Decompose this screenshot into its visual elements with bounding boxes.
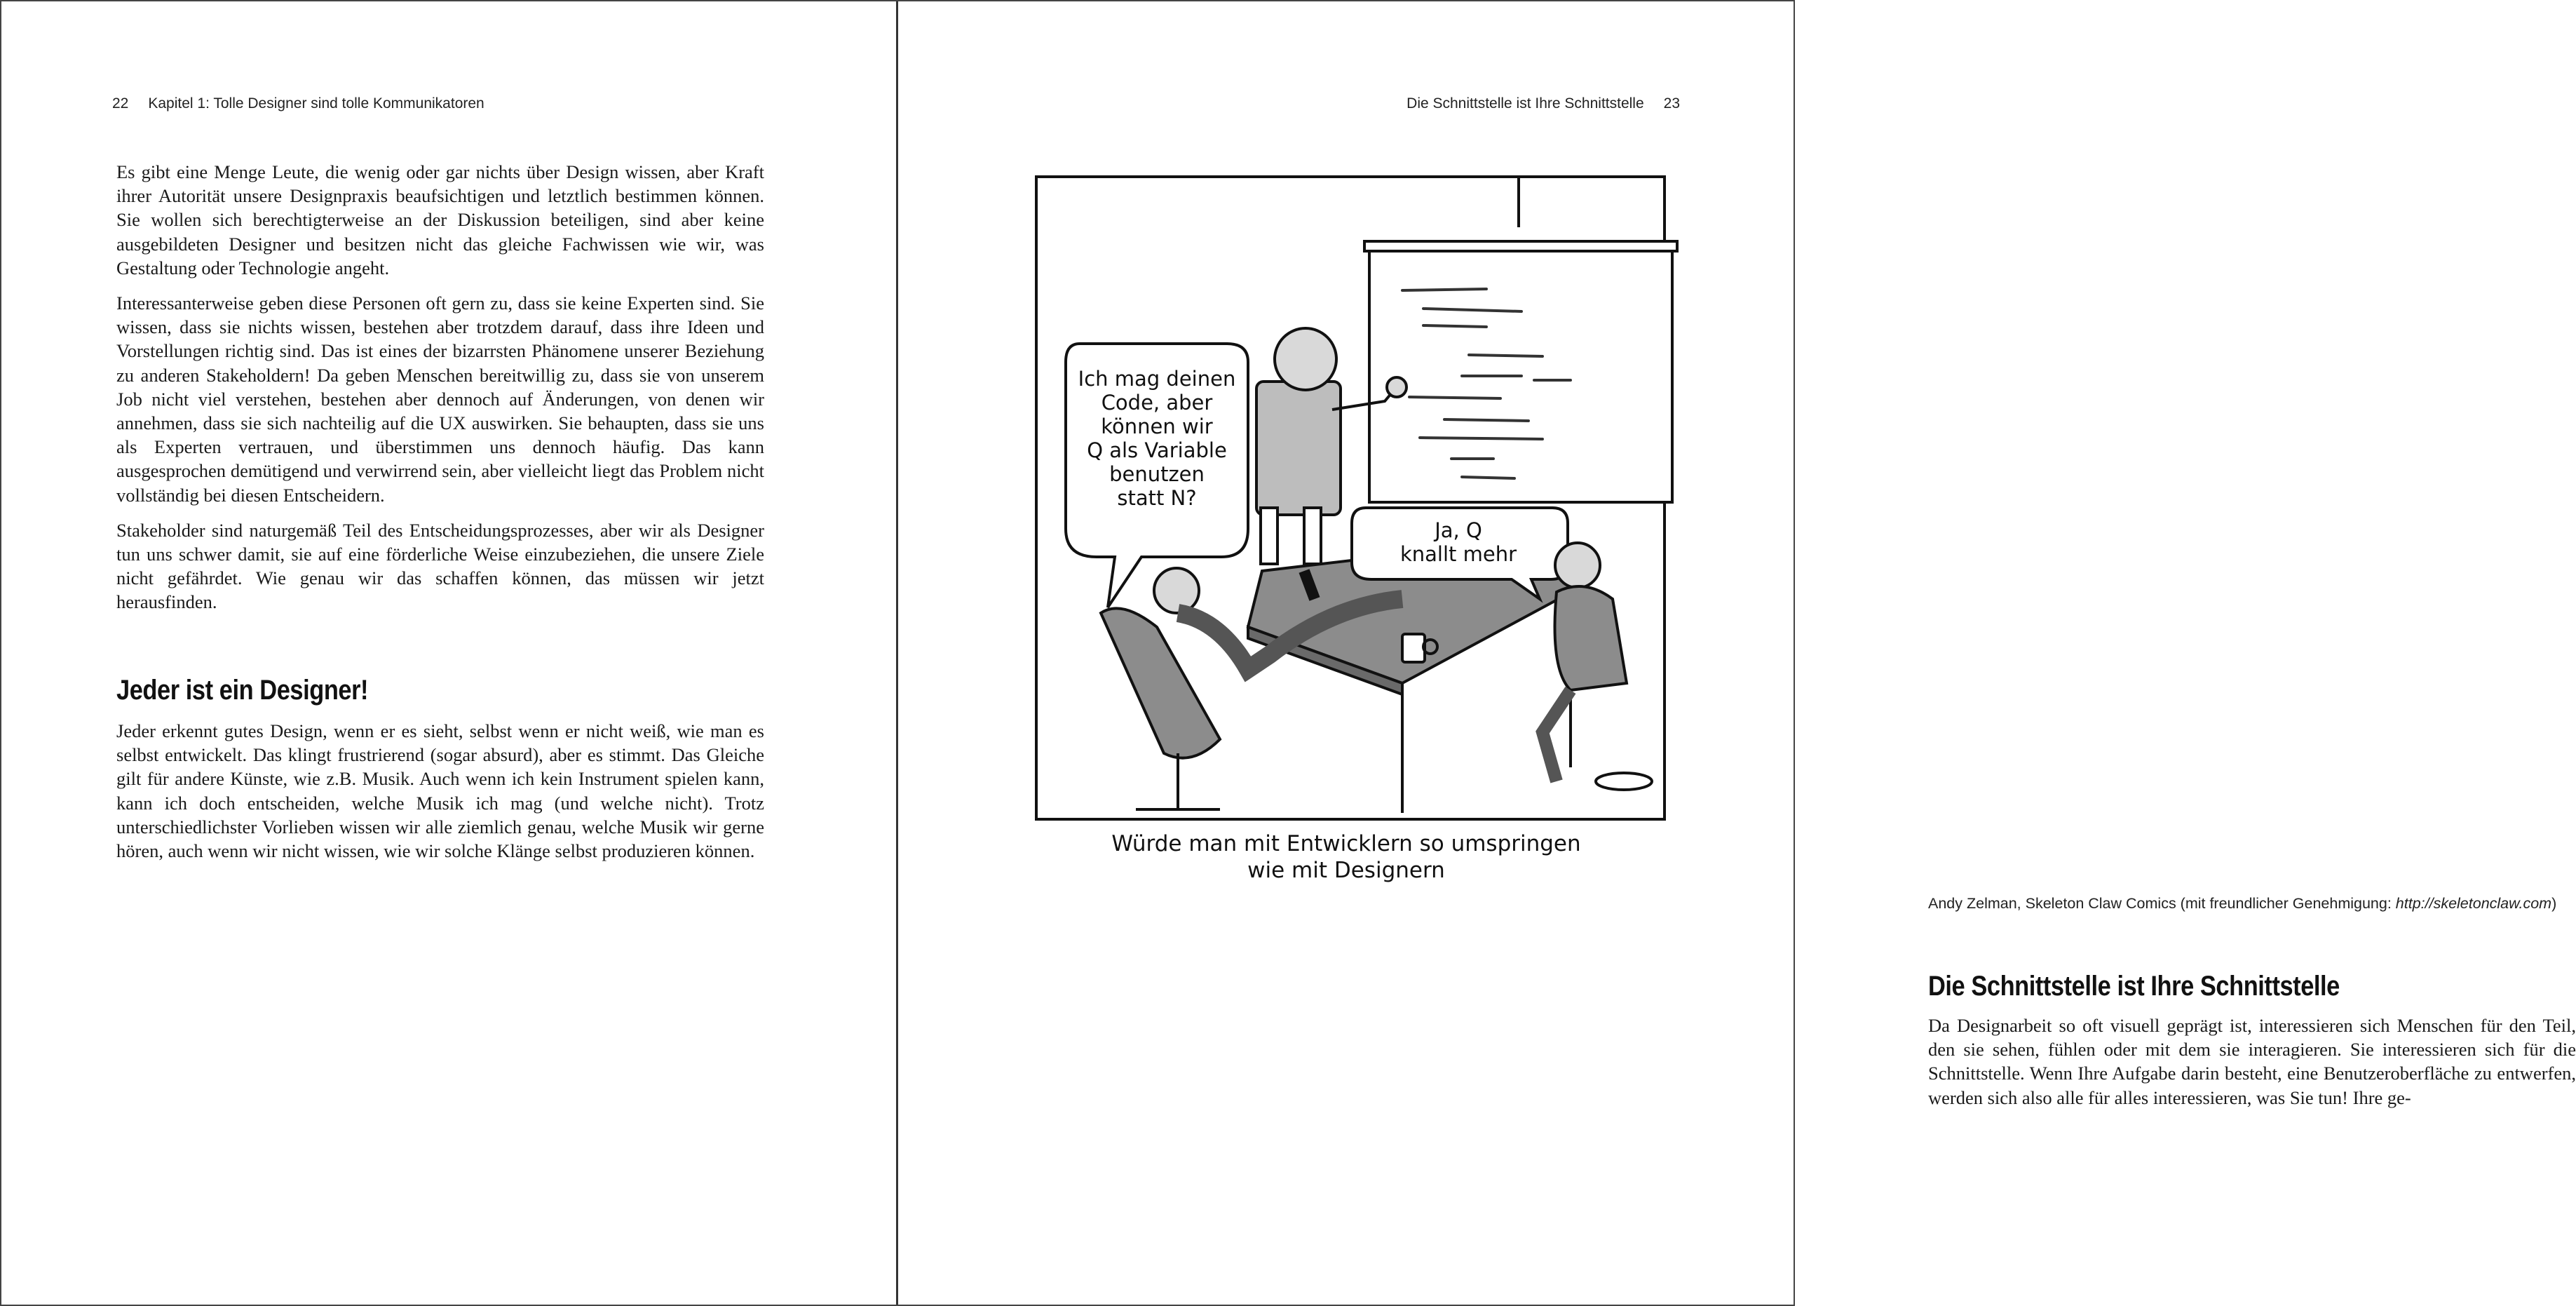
bubble-right-line: knallt mehr bbox=[1399, 542, 1517, 566]
left-page bbox=[0, 0, 897, 1306]
page-gutter-divider bbox=[896, 0, 898, 1306]
section-heading-left: Jeder ist ein Designer! bbox=[116, 675, 369, 706]
credit-url[interactable]: http://skeletonclaw.com bbox=[2395, 895, 2552, 912]
bubble-left-line: Q als Variable bbox=[1087, 438, 1227, 462]
comic-caption bbox=[897, 830, 1795, 884]
bubble-left-line: benutzen bbox=[1109, 462, 1205, 486]
credit-text: Andy Zelman, Skeleton Claw Comics (mit freundlicher Genehmigung: bbox=[1928, 895, 2396, 912]
reclining-stakeholder-icon bbox=[1101, 568, 1402, 809]
speech-bubble-left bbox=[1066, 344, 1248, 607]
running-head-left bbox=[112, 95, 484, 112]
left-section-text bbox=[116, 719, 764, 874]
bubble-left-line: Code, aber bbox=[1101, 391, 1213, 415]
bubble-left-line: können wir bbox=[1101, 415, 1213, 438]
left-body-text bbox=[116, 160, 764, 626]
comic-frame bbox=[1035, 175, 1666, 821]
bubble-left-line: statt N? bbox=[1117, 486, 1197, 510]
bubble-left-line: Ich mag deinen bbox=[1078, 367, 1236, 391]
page-number-right: 23 bbox=[1663, 95, 1680, 112]
right-page bbox=[897, 0, 2576, 1306]
running-head-right bbox=[1406, 95, 1680, 112]
image-credit bbox=[1928, 895, 2556, 913]
sitting-designer-icon bbox=[1543, 543, 1652, 790]
screen-roll bbox=[1364, 241, 1677, 251]
bubble-right-line: Ja, Q bbox=[1435, 518, 1482, 542]
chapter-title: Kapitel 1: Tolle Designer sind tolle Kommunikatoren bbox=[148, 95, 484, 112]
comic-caption-line: wie mit Designern bbox=[1247, 858, 1445, 883]
comic-drawing bbox=[1038, 178, 1669, 823]
comic-illustration bbox=[1035, 175, 1666, 821]
comic-caption-line: Würde man mit Entwicklern so umspringen bbox=[1111, 831, 1581, 856]
page-number-left: 22 bbox=[112, 95, 129, 112]
paragraph: Es gibt eine Menge Leute, die wenig oder gar nichts über Design wissen, aber Kraft ihrer Autorität unsere Designpraxis beaufsichtigen und letztlich bestimmen können. Sie wollen sich berechtigterweise an der Diskussion beteiligen, sind aber keine ausgebildeten Designer und besitzen nicht das gleiche Fachwissen wie wir, was Gestaltung oder Technologie angeht. bbox=[116, 161, 764, 278]
paragraph: Stakeholder sind naturgemäß Teil des Entscheidungsprozesses, aber wir als Designer tun uns schwer damit, sie auf eine förderliche Weise einzubeziehen, die unsere Ziele nicht gefährdet. Wie genau wir das schaffen können, das müssen wir jetzt herausfinden. bbox=[116, 519, 764, 613]
credit-close: ) bbox=[2551, 895, 2557, 912]
right-body-text bbox=[1928, 1014, 2576, 1121]
paragraph: Da Designarbeit so oft visuell geprägt ist, interessieren sich Menschen für den Teil, den sie sehen, fühlen oder mit dem sie interagieren. Sie interessieren sich für die Schnittstelle. Wenn Ihre Aufgabe darin besteht, eine Benutzeroberfläche zu entwerfen, werden sich also alle für alles interessieren, was Sie tun! Ihre ge- bbox=[1928, 1015, 2576, 1108]
projector-screen-icon bbox=[1369, 245, 1672, 502]
paragraph: Interessanterweise geben diese Personen oft gern zu, dass sie keine Experten sind. Sie wissen, dass sie nichts wissen, bestehen aber trotzdem darauf, dass ihre Ideen und Vorstellungen richtig sind. Das ist eines der bizarrsten Phänomene unserer Beziehung zu anderen Stakeholdern! Da geben Menschen bereitwillig zu, dass sie von unserem Job nicht viel verstehen, bestehen aber dennoch auf Änderungen, von denen wir annehmen, dass sie sich nachteilig auf die UX auswirken. Sie behaupten, dass sie uns als Experten vertrauen, und überstimmen uns dennoch häufig. Das kann ausgesprochen demütigend und verwirrend sein, aber vielleicht liegt das Problem nicht vollständig bei diesen Entscheidern. bbox=[116, 292, 764, 506]
section-heading-right: Die Schnittstelle ist Ihre Schnittstelle bbox=[1928, 971, 2340, 1002]
section-running-title: Die Schnittstelle ist Ihre Schnittstelle bbox=[1406, 95, 1644, 112]
paragraph: Jeder erkennt gutes Design, wenn er es sieht, selbst wenn er nicht weiß, wie man es selbst entwickelt. Das klingt frustrierend (sogar absurd), aber es stimmt. Das Gleiche gilt für andere Künste, wie z.B. Musik. Auch wenn ich kein Instrument spielen kann, kann ich doch entscheiden, welche Musik ich mag (und welche nicht). Trotz unterschiedlichster Vorlieben wissen wir alle ziemlich genau, welche Musik wir gerne hören, auch wenn wir nicht wissen, wie wir solche Klänge selbst produzieren können. bbox=[116, 720, 764, 862]
